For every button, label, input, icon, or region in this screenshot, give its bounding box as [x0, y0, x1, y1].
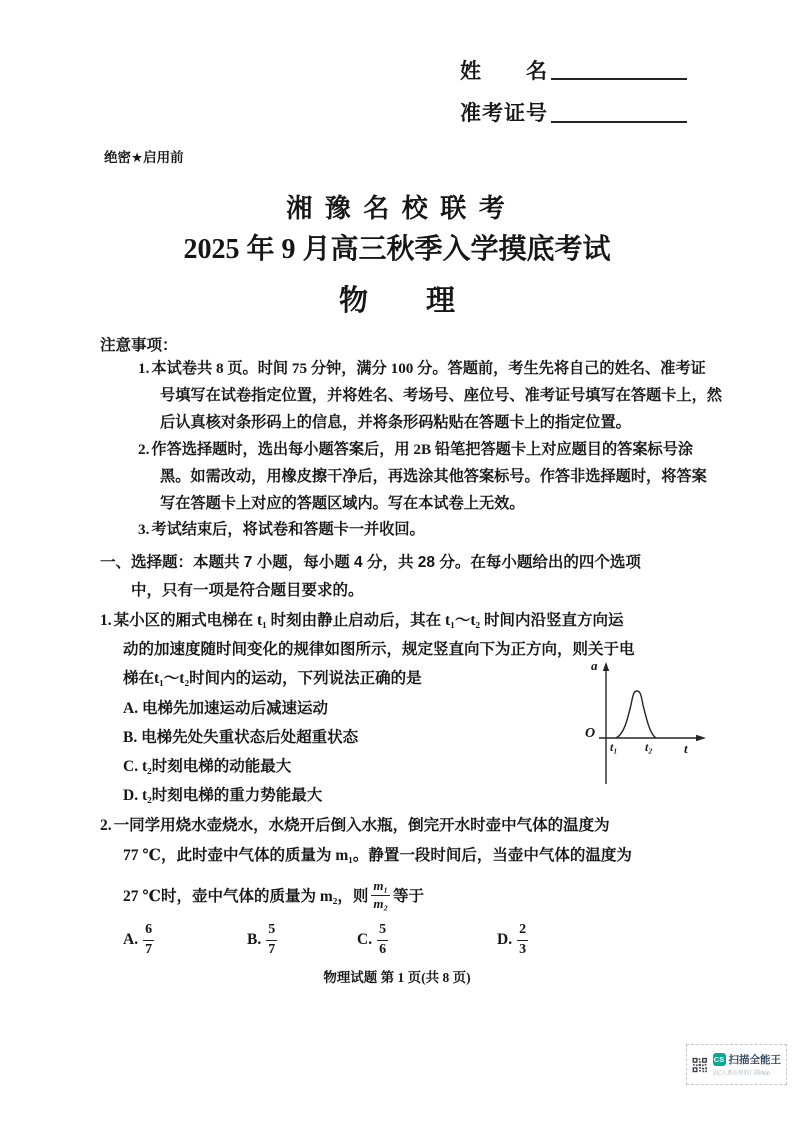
notice-heading: 注意事项： — [100, 337, 178, 354]
name-row — [460, 58, 687, 84]
notice-item-1-text: 本试卷共 8 页。时间 75 分钟，满分 100 分。答题前，考生先将自己的姓名、准考证 — [151, 360, 706, 377]
question-1-option-c: C. t₂时刻电梯的动能最大 — [123, 758, 292, 776]
notice-item-3-number: 3. — [138, 521, 150, 539]
question-2-number: 2. — [100, 817, 112, 834]
exam-id-label: 准考证号 — [460, 101, 548, 126]
subject-title: 物 理 — [338, 285, 455, 317]
question-1-line-3: 梯在t₁～t₂时间内的运动，下列说法正确的是 — [123, 670, 422, 688]
question-2 — [100, 811, 632, 918]
exam-id-underline — [551, 121, 687, 123]
notice-item-2 — [100, 437, 722, 464]
option-b-denominator: 7 — [268, 941, 276, 957]
question-2-option-a — [123, 918, 157, 962]
question-2-option-c — [357, 918, 391, 962]
section-1-heading — [100, 549, 641, 604]
exam-subtitle: 2025 年 9 月高三秋季入学摸底考试 — [183, 234, 611, 265]
graph-y-axis-label: a — [591, 658, 598, 673]
notice-item-1 — [100, 356, 722, 383]
watermark-subtitle: 3亿人都在用的扫描App — [712, 1070, 770, 1077]
section-1-heading-line-1: 一、选择题：本题共 7 小题，每小题 4 分，共 28 分。在每小题给出的四个选项 — [100, 554, 641, 571]
option-a-fraction — [143, 921, 154, 958]
option-a-label: A. — [123, 931, 139, 948]
name-underline — [551, 78, 687, 80]
exam-title: 湘 豫 名 校 联 考 — [286, 194, 508, 223]
watermark-text-block — [713, 1052, 782, 1077]
option-b-label: B. — [247, 931, 262, 948]
page-footer: 物理试题 第 1 页(共 8 页) — [323, 970, 471, 985]
option-c-label: C. — [357, 931, 373, 948]
question-2-option-b — [247, 918, 280, 962]
question-1-option-b: B. 电梯先处失重状态后处超重状态 — [123, 728, 359, 746]
option-d-label: D. — [497, 931, 513, 948]
question-1 — [100, 606, 635, 810]
question-1-number: 1. — [100, 612, 112, 629]
exam-id-row — [460, 100, 687, 126]
option-b-numerator: 5 — [266, 921, 277, 940]
question-2-line-1 — [100, 811, 632, 841]
question-1-option-a: A. 电梯先加速运动后减速运动 — [123, 699, 328, 717]
camscanner-watermark — [686, 1044, 787, 1085]
fraction-numerator: m₁ — [371, 878, 390, 896]
question-2-line-3-post: 等于 — [393, 888, 425, 905]
candidate-info-block — [460, 58, 687, 143]
notice-item-2-number: 2. — [138, 440, 150, 458]
fraction-denominator: m₂ — [373, 895, 389, 911]
notice-item-1-cont: 号填写在试卷指定位置，并将姓名、考场号、座位号、准考证号填写在答题卡上，然 — [160, 386, 722, 404]
name-label: 姓 名 — [460, 59, 548, 83]
notice-item-3-text: 考试结束后，将试卷和答题卡一并收回。 — [151, 521, 425, 539]
notice-item-2-cont: 写在答题卡上对应的答题区域内。写在本试卷上无效。 — [160, 494, 525, 512]
option-d-denominator: 3 — [519, 941, 527, 957]
question-2-line-2: 77 ℃，此时壶中气体的质量为 m₁。静置一段时间后，当壶中气体的温度为 — [123, 846, 632, 864]
question-2-option-d — [497, 918, 531, 962]
mass-ratio-fraction — [371, 878, 390, 913]
option-b-fraction — [266, 921, 277, 958]
option-c-fraction — [377, 921, 388, 958]
watermark-title: 扫描全能王 — [728, 1054, 781, 1066]
option-c-numerator: 5 — [377, 921, 388, 940]
graph-t2-label: t₂ — [645, 740, 653, 754]
section-1-heading-line-2: 中，只有一项是符合题目要求的。 — [131, 581, 364, 599]
notice-item-2-text: 作答选择题时，选出每小题答案后，用 2B 铅笔把答题卡上对应题目的答案标号涂 — [151, 440, 694, 458]
notice-list — [100, 356, 722, 544]
notice-item-1-cont: 后认真核对条形码上的信息，并将条形码粘贴在答题卡上的指定位置。 — [160, 413, 631, 431]
graph-x-axis-label: t — [684, 741, 688, 756]
acceleration-time-graph — [583, 658, 723, 790]
camscanner-logo-icon: CS — [713, 1055, 725, 1064]
question-1-line-2: 动的加速度随时间变化的规律如图所示，规定竖直向下为正方向，则关于电 — [123, 641, 635, 659]
question-2-line-3-pre: 27 ℃时，壶中气体的质量为 m₂，则 — [123, 888, 369, 905]
question-2-line-3 — [100, 872, 632, 918]
graph-origin-label: O — [585, 726, 596, 741]
question-1-text: 某小区的厢式电梯在 t₁ 时刻由静止启动后，其在 t₁～t₂ 时间内沿竖直方向运 — [113, 612, 624, 629]
question-1-line-1 — [100, 606, 635, 635]
graph-figure — [583, 658, 723, 790]
secrecy-label: 绝密★启用前 — [104, 150, 184, 165]
question-2-text: 一同学用烧水壶烧水，水烧开后倒入水瓶，倒完开水时壶中气体的温度为 — [113, 817, 610, 834]
option-a-denominator: 7 — [145, 941, 153, 957]
option-c-denominator: 6 — [379, 941, 387, 957]
notice-item-3 — [100, 517, 722, 544]
option-a-numerator: 6 — [143, 921, 154, 940]
option-d-numerator: 2 — [517, 921, 528, 940]
notice-item-1-number: 1. — [138, 360, 150, 377]
question-1-option-d: D. t₂时刻电梯的重力势能最大 — [123, 787, 323, 805]
watermark-title-row — [713, 1052, 782, 1067]
option-d-fraction — [517, 921, 528, 958]
notice-item-2-cont: 黑。如需改动，用橡皮擦干净后，再选涂其他答案标号。作答非选择题时，将答案 — [160, 467, 707, 485]
qr-code-icon — [692, 1051, 708, 1079]
graph-t1-label: t₁ — [610, 740, 618, 754]
